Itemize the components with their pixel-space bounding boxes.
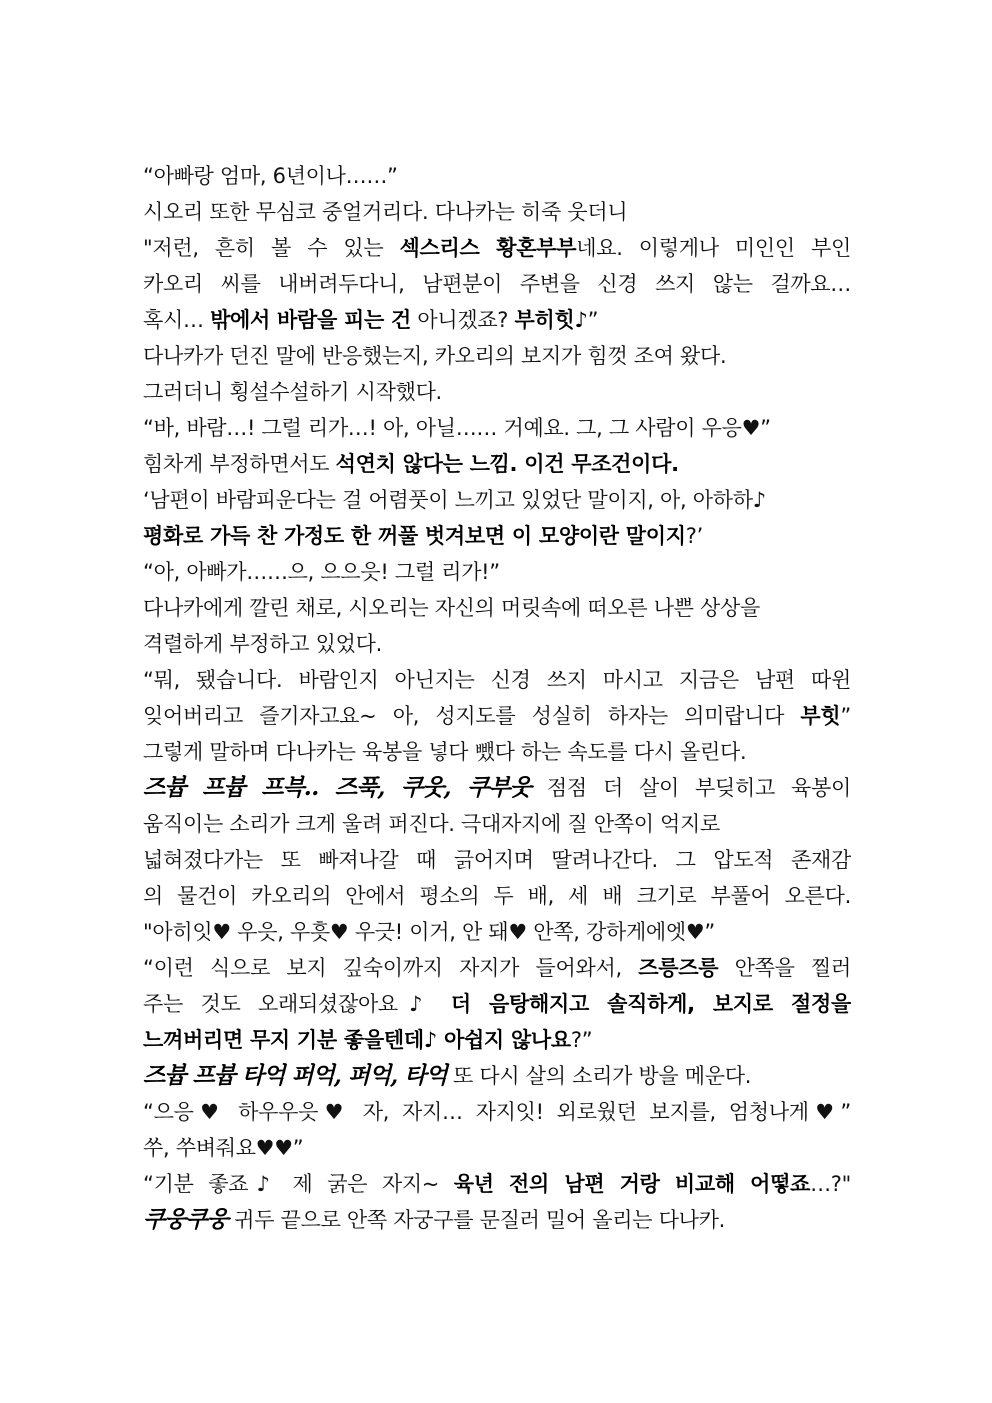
text-line <box>143 482 851 518</box>
text-line <box>143 1166 851 1202</box>
text-line <box>143 158 851 194</box>
text-segment: 의 물건이 카오리의 안에서 평소의 두 배, 세 배 크기로 부풀어 오른다. <box>143 884 851 908</box>
text-line <box>143 266 851 302</box>
text-line <box>143 770 851 806</box>
text-segment: 안쪽을 찔러 <box>718 956 851 980</box>
text-segment: ?’ <box>685 524 703 548</box>
text-line <box>143 1058 851 1094</box>
text-segment: 귀두 끝으로 안쪽 자궁구를 문질러 밀어 올리는 다나카. <box>227 1208 725 1232</box>
text-segment: "아히잇♥ 우읏, 우흣♥ 우긋! 이거, 안 돼♥ 안쪽, 강하게에엣♥” <box>143 920 716 944</box>
text-segment: 격렬하게 부정하고 있었다. <box>143 632 382 656</box>
bold-text: 부히힛♪ <box>514 308 588 332</box>
bold-text: 즈릉즈릉 <box>638 956 719 980</box>
text-segment: 다나카가 던진 말에 반응했는지, 카오리의 보지가 힘껏 조여 왔다. <box>143 344 727 368</box>
text-line <box>143 446 851 482</box>
brush-onomatopoeia: 쿠웅쿠웅 <box>143 1206 228 1233</box>
text-line <box>143 230 851 266</box>
brush-onomatopoeia: 즈븁 프븁 프븍‥ 즈푹, 쿠웃, 쿠부웃 <box>143 774 531 801</box>
text-line <box>143 662 851 698</box>
text-segment: 잊어버리고 즐기자고요~ 아, 성지도를 성실히 하자는 의미랍니다 <box>143 704 801 728</box>
text-segment: 넓혀졌다가는 또 빠져나갈 때 긁어지며 딸려나간다. 그 압도적 존재감 <box>143 848 851 872</box>
text-segment: 카오리 씨를 내버려두다니, 남편분이 주변을 신경 쓰지 않는 걸까요… <box>143 272 851 296</box>
text-line <box>143 302 851 338</box>
document-page <box>143 158 851 1238</box>
text-segment: “바, 바람…! 그럴 리가…! 아, 아닐…… 거예요. 그, 그 사람이 우응♥” <box>143 416 771 440</box>
bold-text: 석연치 않다는 느낌. 이건 무조건이다. <box>335 452 679 476</box>
bold-text: 육년 전의 남편 거랑 비교해 어떻죠 <box>453 1172 811 1196</box>
text-line <box>143 878 851 914</box>
text-line <box>143 194 851 230</box>
text-line <box>143 734 851 770</box>
text-line <box>143 950 851 986</box>
bold-text: 느껴버리면 무지 기분 좋을텐데♪ 아쉽지 않나요 <box>143 1028 571 1052</box>
text-segment: ?” <box>570 1028 593 1052</box>
text-segment: 네요. 이렇게나 미인인 부인 <box>576 236 851 260</box>
text-segment: 시오리 또한 무심코 중얼거리다. 다나카는 히죽 웃더니 <box>143 200 628 224</box>
brush-onomatopoeia: 즈븁 프븁 타억 퍼억, 퍼억, 타억 <box>143 1062 447 1089</box>
text-segment: “뭐, 됐습니다. 바람인지 아닌지는 신경 쓰지 마시고 지금은 남편 따윈 <box>143 668 851 692</box>
text-line <box>143 1094 851 1130</box>
text-line <box>143 698 851 734</box>
text-segment: 주는 것도 오래되셨잖아요♪ <box>143 992 451 1016</box>
text-line <box>143 842 851 878</box>
text-line <box>143 1130 851 1166</box>
text-segment: “이런 식으로 보지 깊숙이까지 자지가 들어와서, <box>143 956 639 980</box>
text-line <box>143 986 851 1022</box>
text-segment: 다나카에게 깔린 채로, 시오리는 자신의 머릿속에 떠오른 나쁜 상상을 <box>143 596 760 620</box>
text-segment: “아, 아빠가……으, 으으읏! 그럴 리가!” <box>143 560 500 584</box>
text-segment: 쑤, 쑤벼줘요♥♥” <box>143 1136 304 1160</box>
text-segment: …?" <box>810 1172 851 1196</box>
bold-text: 평화로 가득 찬 가정도 한 꺼풀 벗겨보면 이 모양이란 말이지 <box>143 524 686 548</box>
bold-text: 더 음탕해지고 솔직하게, 보지로 절정을 <box>450 992 851 1016</box>
text-segment: 또 다시 살의 소리가 방을 메운다. <box>446 1064 752 1088</box>
text-line <box>143 806 851 842</box>
text-segment: “아빠랑 엄마, 6년이나……” <box>143 164 398 188</box>
text-line <box>143 626 851 662</box>
text-segment: 그러더니 횡설수설하기 시작했다. <box>143 380 442 404</box>
bold-text: 밖에서 바람을 피는 건 <box>210 308 411 332</box>
text-segment: “으응♥ 하우우읏♥ 자, 자지… 자지잇! 외로웠던 보지를, 엄청나게♥” <box>143 1100 851 1124</box>
text-line <box>143 374 851 410</box>
text-segment: ” <box>587 308 599 332</box>
text-line <box>143 410 851 446</box>
text-segment: ‘남편이 바람피운다는 걸 어렴풋이 느끼고 있었단 말이지, 아, 아하하♪ <box>143 488 766 512</box>
text-segment: 아니겠죠? <box>410 308 515 332</box>
text-line <box>143 914 851 950</box>
text-line <box>143 590 851 626</box>
text-segment: 점점 더 살이 부딪히고 육봉이 <box>530 776 851 800</box>
text-line <box>143 1202 851 1238</box>
text-segment: 움직이는 소리가 크게 울려 퍼진다. 극대자지에 질 안쪽이 억지로 <box>143 812 721 836</box>
text-segment: “기분 좋죠♪ 제 굵은 자지~ <box>143 1172 454 1196</box>
text-segment: 혹시… <box>143 308 211 332</box>
bold-text: 섹스리스 황혼부부 <box>399 236 577 260</box>
text-line <box>143 338 851 374</box>
bold-text: 부힛 <box>800 704 841 728</box>
text-line <box>143 554 851 590</box>
text-line <box>143 1022 851 1058</box>
text-segment: ” <box>840 704 851 728</box>
text-segment: 그렇게 말하며 다나카는 육봉을 넣다 뺐다 하는 속도를 다시 올린다. <box>143 740 747 764</box>
text-line <box>143 518 851 554</box>
text-segment: "저런, 흔히 볼 수 있는 <box>143 236 400 260</box>
text-segment: 힘차게 부정하면서도 <box>143 452 336 476</box>
